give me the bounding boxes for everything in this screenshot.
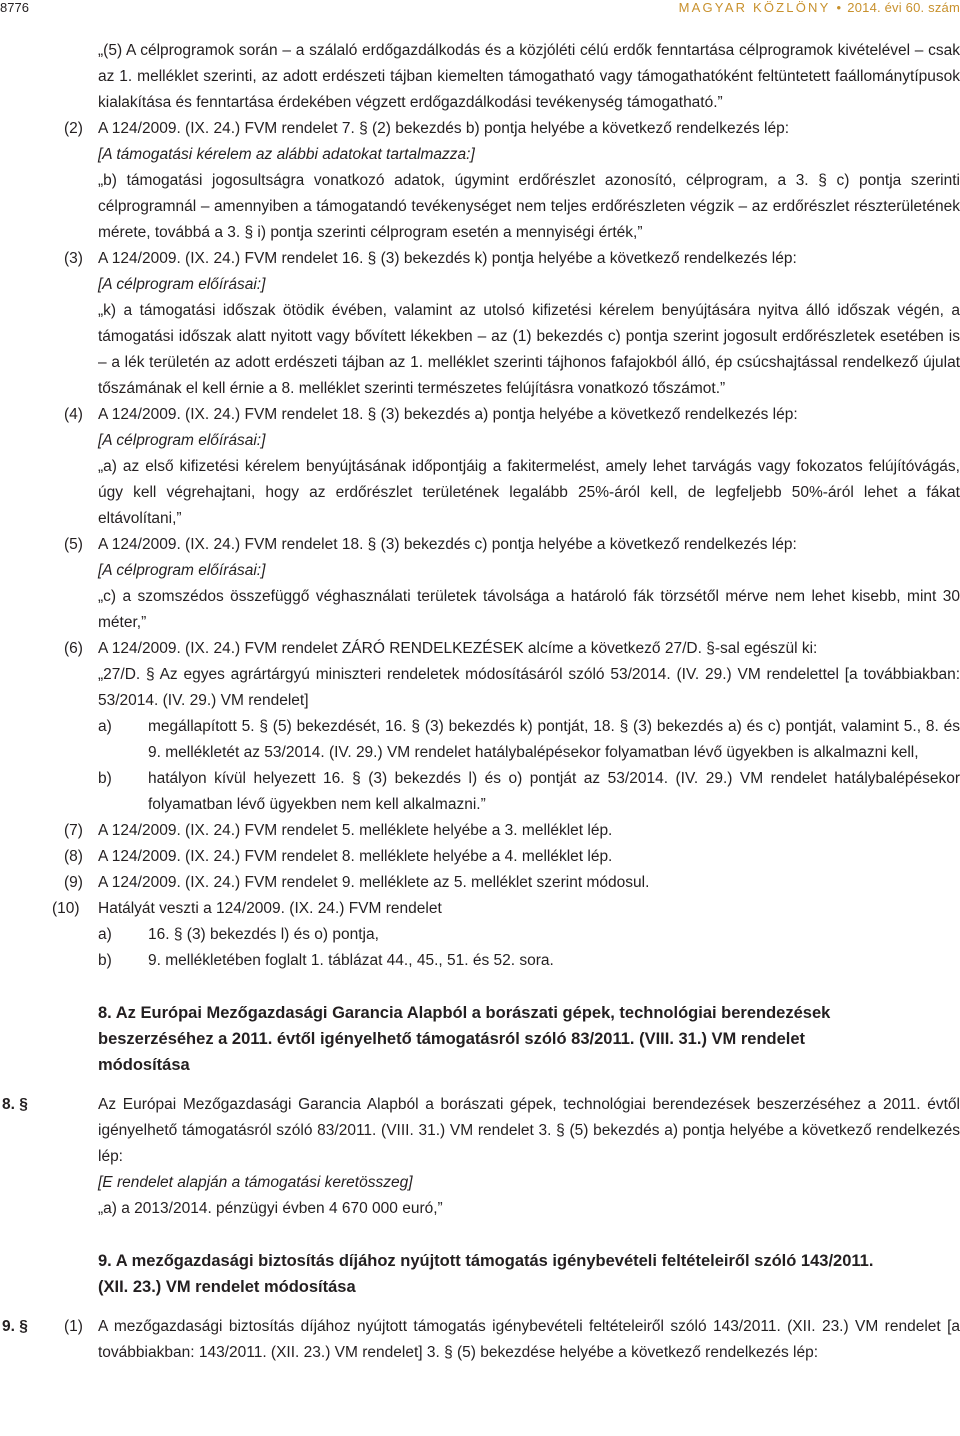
item-text: A 124/2009. (IX. 24.) FVM rendelet 18. § (3) bekezdés a) pontja helyébe a következő rendelkezés lép:	[98, 406, 798, 423]
point-text: 16. § (3) bekezdés l) és o) pontja,	[148, 926, 379, 943]
quote-text: „27/D. § Az egyes agrártárgyú miniszteri rendeletek módosításáról szóló 53/2014. (IV. 29.) VM rendelettel [a továbbiakban: 53/2014. (IV. 29.) VM rendelet]	[98, 666, 960, 709]
page-number: 8776	[0, 0, 29, 15]
context-text: [E rendelet alapján a támogatási keretösszeg]	[98, 1174, 413, 1191]
section-text: Az Európai Mezőgazdasági Garancia Alapból a borászati gépek, technológiai berendezések beszerzéséhez a 2011. évtől igényelhető támogatásról szóló 83/2011. (VIII. 31.) VM rendelet 3. § (5) bekezdés a) pontja helyébe a következő rendelkezés lép:	[98, 1096, 960, 1165]
item-8	[0, 844, 960, 870]
separator-bullet: •	[836, 0, 842, 15]
item-text: A 124/2009. (IX. 24.) FVM rendelet 5. melléklete helyébe a 3. melléklet lép.	[98, 822, 613, 839]
point-label: a)	[98, 926, 112, 943]
item-number: (1)	[64, 1318, 83, 1335]
issue-label: 2014. évi 60. szám	[847, 0, 960, 15]
item-text: Hatályát veszti a 124/2009. (IX. 24.) FVM rendelet	[98, 900, 442, 917]
item-number: (6)	[64, 640, 83, 657]
publication-title: MAGYAR KÖZLÖNY	[678, 0, 831, 15]
point-text: megállapított 5. § (5) bekezdését, 16. § (3) bekezdés k) pontját, 18. § (3) bekezdés a) és c) pontját, valamint 5., 8. és 9. mellékletét az 53/2014. (IV. 29.) VM rendelet hatálybalépésekor folyamatban lévő ügyekben is alkalmazni kell,	[148, 718, 960, 761]
item-text: A 124/2009. (IX. 24.) FVM rendelet 18. § (3) bekezdés c) pontja helyébe a következő rendelkezés lép:	[98, 536, 797, 553]
item-text: A 124/2009. (IX. 24.) FVM rendelet 16. § (3) bekezdés k) pontja helyébe a következő rendelkezés lép:	[98, 250, 797, 267]
section-9-paragraph	[0, 1314, 960, 1366]
point-text: hatályon kívül helyezett 16. § (3) bekezdés l) és o) pontját az 53/2014. (IV. 29.) VM rendelet hatálybalépésekor folyamatban lévő ügyekben nem kell alkalmazni.”	[148, 770, 960, 813]
point-label: b)	[98, 770, 112, 787]
point-label: a)	[98, 718, 112, 735]
section-8-paragraph	[0, 1092, 960, 1222]
quote-text: „c) a szomszédos összefüggő véghasználati területek távolsága a határoló fák törzsétől mérve nem lehet kisebb, mint 30 méter,”	[98, 588, 960, 631]
document-body	[0, 38, 960, 1366]
item-text: A 124/2009. (IX. 24.) FVM rendelet 8. melléklete helyébe a 4. melléklet lép.	[98, 848, 613, 865]
item-number: (9)	[64, 874, 83, 891]
section-label: 8. §	[2, 1096, 28, 1113]
item-text: A 124/2009. (IX. 24.) FVM rendelet ZÁRÓ RENDELKEZÉSEK alcíme a következő 27/D. §-sal egészül ki:	[98, 640, 818, 657]
item-7	[0, 818, 960, 844]
spacer	[0, 1300, 960, 1314]
spacer	[0, 1078, 960, 1092]
item-6-point-a	[0, 714, 960, 766]
item-number: (3)	[64, 250, 83, 267]
item-10-point-b	[0, 948, 960, 974]
item-5	[0, 532, 960, 636]
item-6	[0, 636, 960, 714]
item-10-point-a	[0, 922, 960, 948]
item-2	[0, 116, 960, 246]
item-number: (8)	[64, 848, 83, 865]
section-8-heading: 8. Az Európai Mezőgazdasági Garancia Alapból a borászati gépek, technológiai berendezések beszerzéséhez a 2011. évtől igényelhető támogatásról szóló 83/2011. (VIII. 31.) VM rendelet módosítása	[98, 1004, 831, 1074]
running-head	[679, 0, 960, 15]
item-9	[0, 870, 960, 896]
context-text: [A célprogram előírásai:]	[98, 432, 266, 449]
spacer	[0, 974, 960, 1000]
section-text: A mezőgazdasági biztosítás díjához nyújtott támogatás igénybevételi feltételeiről szóló 143/2011. (XII. 23.) VM rendelet [a továbbiakban: 143/2011. (XII. 23.) VM rendelet] 3. § (5) bekezdése helyébe a következő rendelkezés lép:	[98, 1318, 960, 1361]
item-number: (10)	[52, 900, 80, 917]
item-6-point-b	[0, 766, 960, 818]
context-text: [A célprogram előírásai:]	[98, 276, 266, 293]
item-text: A 124/2009. (IX. 24.) FVM rendelet 7. § (2) bekezdés b) pontja helyébe a következő rendelkezés lép:	[98, 120, 790, 137]
item-number: (7)	[64, 822, 83, 839]
point-text: 9. mellékletében foglalt 1. táblázat 44., 45., 51. és 52. sora.	[148, 952, 554, 969]
item-number: (2)	[64, 120, 83, 137]
quote-text: „a) az első kifizetési kérelem benyújtásának időpontjáig a fakitermelést, amely lehet tarvágás vagy fokozatos felújítóvágás, úgy kell végrehajtani, hogy az erdőrészlet területének legalább 25%-áról kell, de legfeljebb 50%-áról lehet a fákat eltávolítani,”	[98, 458, 960, 527]
quote-text: „b) támogatási jogosultságra vonatkozó adatok, úgymint erdőrészlet azonosító, célprogram, a 3. § c) pontja szerinti célprogramnál – amennyiben a támogatandó tevékenységet nem teljes erdőrészleten végzik – az erdőrészlet részterületének mérete, továbbá a 3. § i) pontja szerinti célprogram esetén a mennyiségi érték,”	[98, 172, 960, 241]
section-label: 9. §	[2, 1318, 28, 1335]
context-text: [A célprogram előírásai:]	[98, 562, 266, 579]
quote-text: „k) a támogatási időszak ötödik évében, valamint az utolsó kifizetési kérelem benyújtására nyitva álló időszak végén, a támogatási időszak alatt nyitott vagy bővített lékekben – az (1) bekezdés c) pontja szerint jogosult erdőrészletek esetében is – a lék területén az adott erdészeti tájban az 1. melléklet szerinti tájhonos fafajokból álló, ép csúcshajtással rendelkező újulat tőszámának el kell érnie a 8. melléklet szerinti természetes felújításra vonatkozó tőszámot.”	[98, 302, 960, 397]
item-number: (4)	[64, 406, 83, 423]
spacer	[0, 1222, 960, 1248]
context-text: [A támogatási kérelem az alábbi adatokat tartalmazza:]	[98, 146, 475, 163]
item-4	[0, 402, 960, 532]
item-3	[0, 246, 960, 402]
page-header	[0, 0, 960, 18]
section-9-heading: 9. A mezőgazdasági biztosítás díjához nyújtott támogatás igénybevételi feltételeiről szóló 143/2011. (XII. 23.) VM rendelet módosítása	[98, 1252, 874, 1296]
item-number: (5)	[64, 536, 83, 553]
paragraph-5-continuation: „(5) A célprogramok során – a szálaló erdőgazdálkodás és a közjóléti célú erdők fenntartása célprogramok kivételével – csak az 1. melléklet szerinti, az adott erdészeti tájban kiemelten támogatható vagy támogathatóként feltüntetett faállománytípusok kialakítása és fenntartása érdekében végzett erdőgazdálkodási tevékenység támogatható.”	[98, 42, 960, 111]
point-label: b)	[98, 952, 112, 969]
item-10	[0, 896, 960, 922]
quote-text: „a) a 2013/2014. pénzügyi évben 4 670 000 euró,”	[98, 1200, 443, 1217]
item-text: A 124/2009. (IX. 24.) FVM rendelet 9. melléklete az 5. melléklet szerint módosul.	[98, 874, 650, 891]
